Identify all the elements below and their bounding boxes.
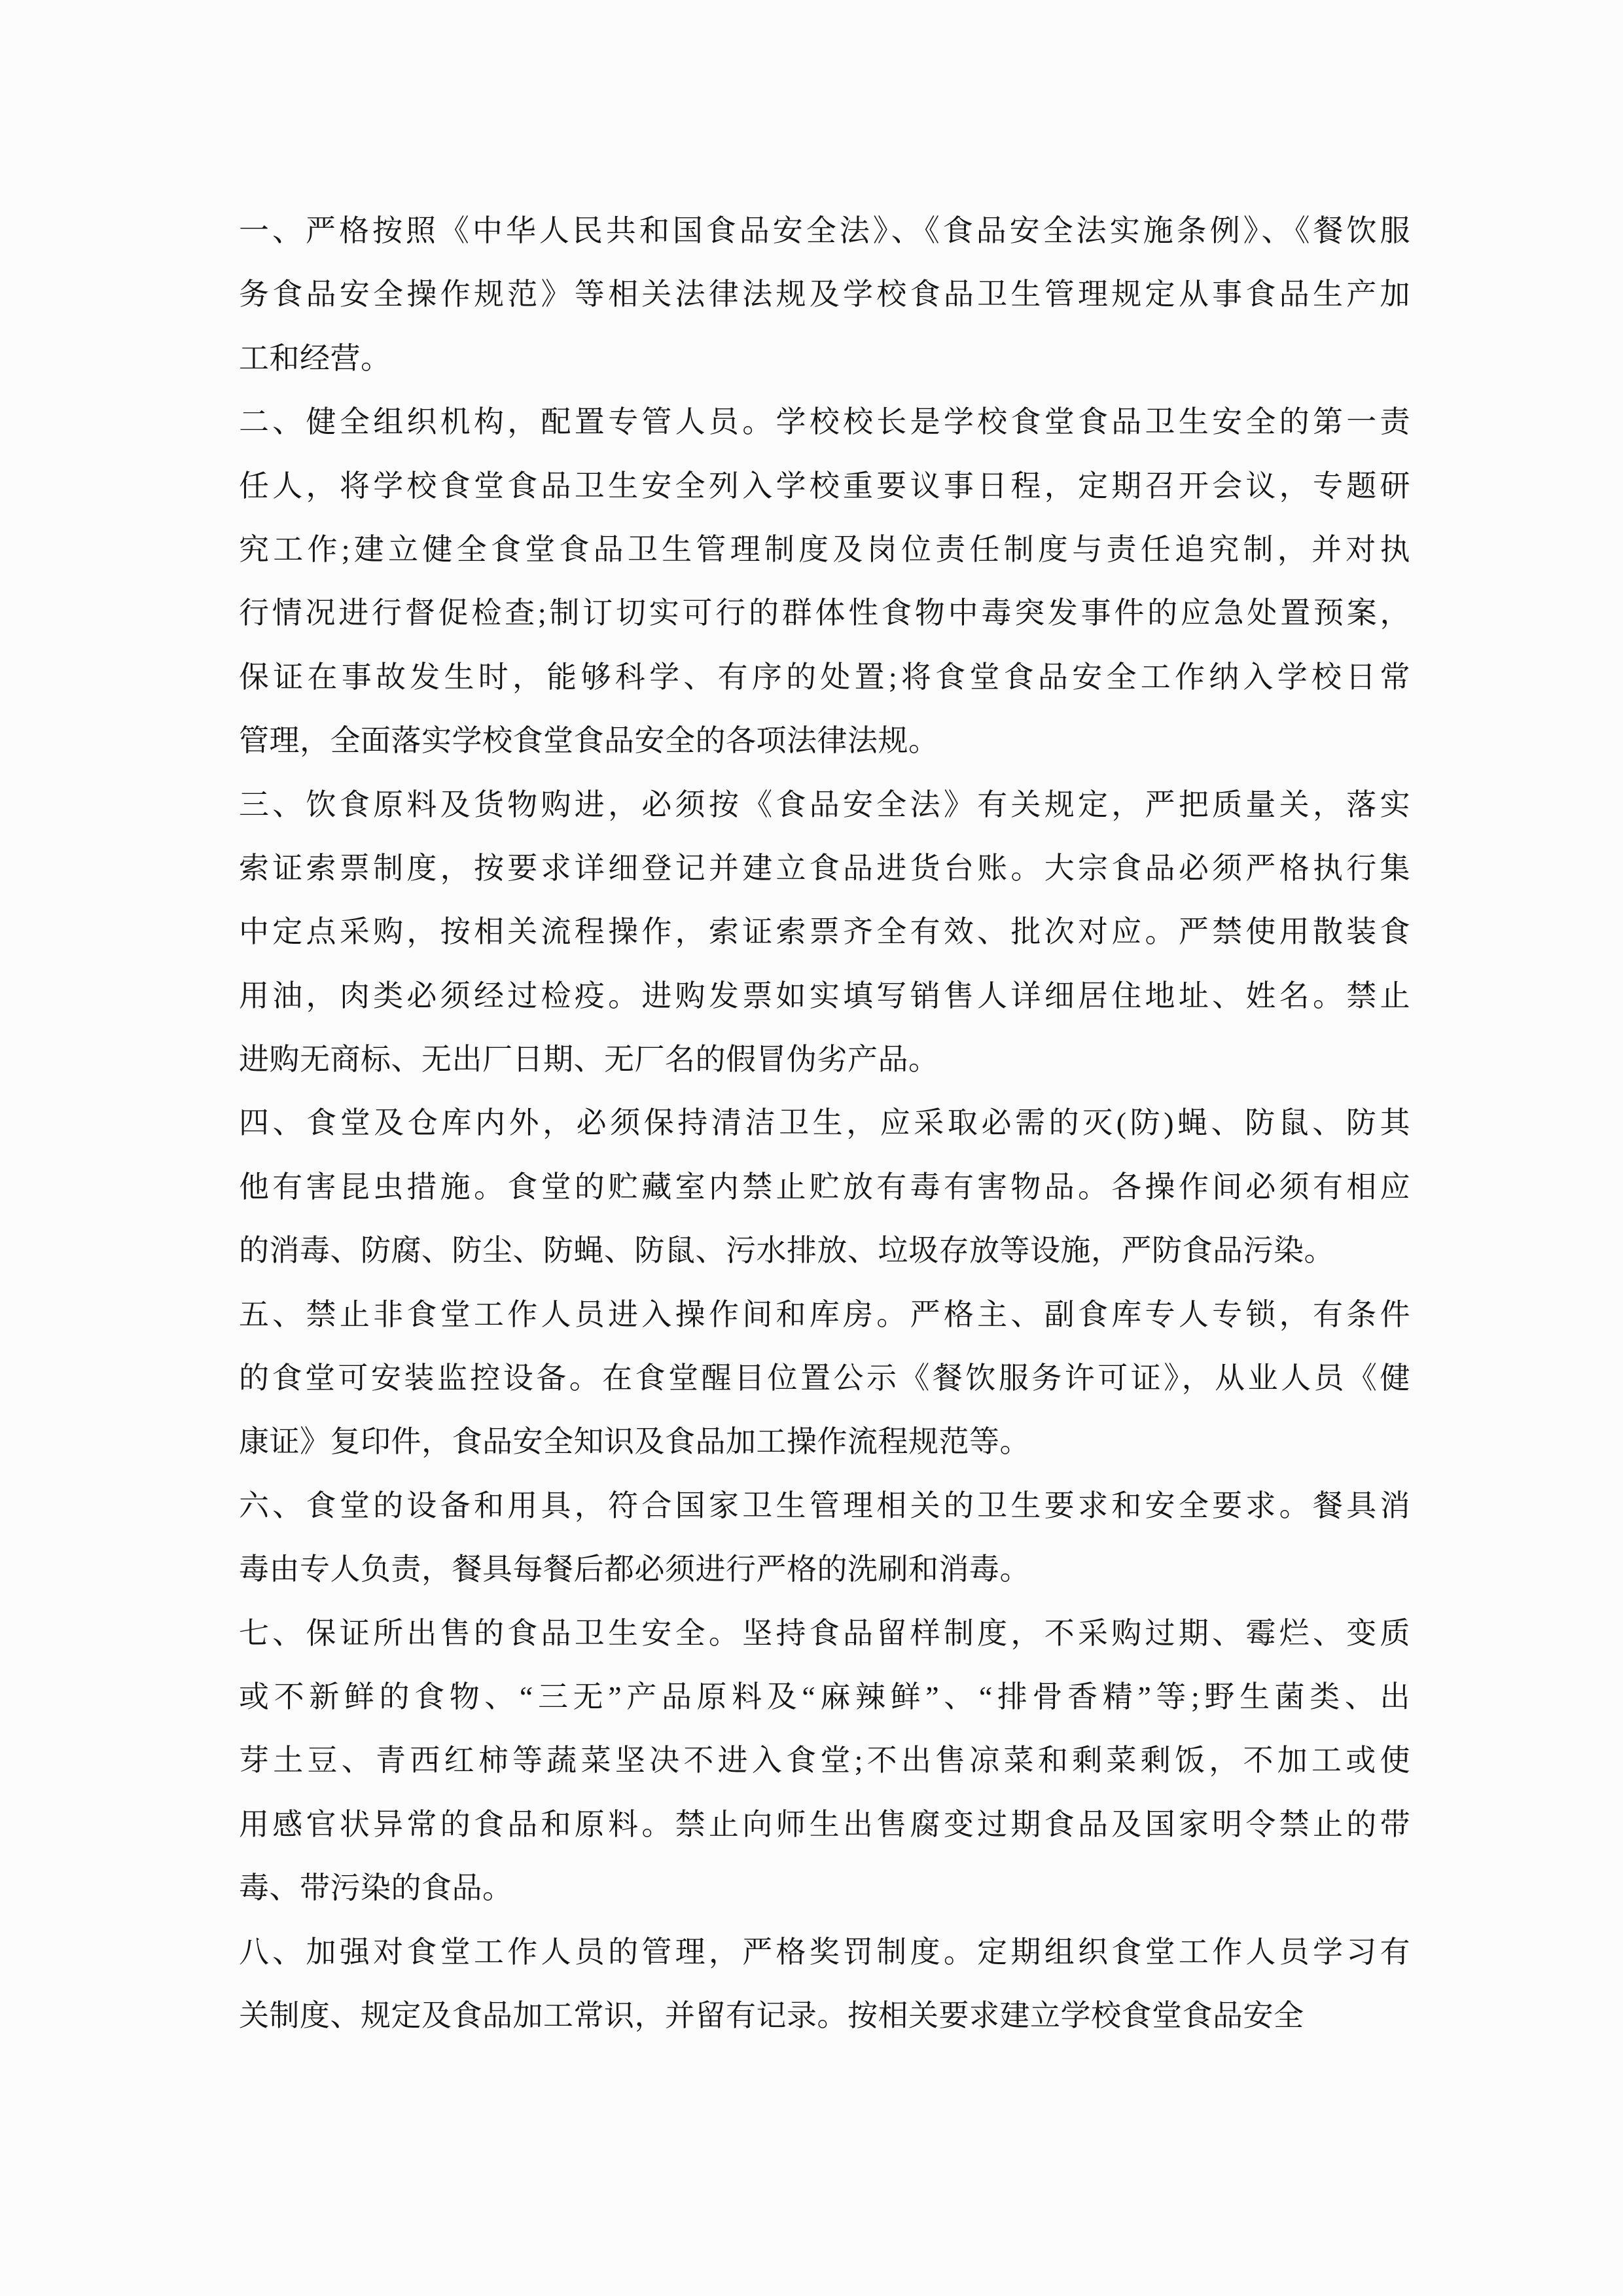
paragraph: [239, 199, 1410, 390]
text-line: 四、食堂及仓库内外，必须保持清洁卫生，应采取必需的灭(防)蝇、防鼠、防其: [239, 1106, 1410, 1140]
text-line: 或不新鲜的食物、“三无”产品原料及“麻辣鲜”、“排骨香精”等;野生菌类、出: [239, 1679, 1410, 1713]
text-line: 保证在事故发生时，能够科学、有序的处置;将食堂食品安全工作纳入学校日常: [239, 660, 1410, 694]
paragraph: [239, 773, 1410, 1092]
paragraph: [239, 1091, 1410, 1282]
text-line: 索证索票制度，按要求详细登记并建立食品进货台账。大宗食品必须严格执行集: [239, 851, 1410, 885]
text-line: 八、加强对食堂工作人员的管理，严格奖罚制度。定期组织食堂工作人员学习有: [239, 1935, 1410, 1969]
text-line: 务食品安全操作规范》等相关法律法规及学校食品卫生管理规定从事食品生产加: [239, 278, 1410, 312]
text-line: 用油，肉类必须经过检疫。进购发票如实填写销售人详细居住地址、姓名。禁止: [239, 978, 1410, 1013]
paragraph: [239, 1283, 1410, 1474]
text-line: 一、严格按照《中华人民共和国食品安全法》、《食品安全法实施条例》、《餐饮服: [239, 214, 1410, 247]
text-line: 任人，将学校食堂食品卫生安全列入学校重要议事日程，定期召开会议，专题研: [239, 469, 1410, 503]
text-line: 究工作;建立健全食堂食品卫生管理制度及岗位责任制度与责任追究制，并对执: [239, 532, 1410, 566]
text-line: 康证》复印件，食品安全知识及食品加工操作流程规范等。: [239, 1425, 1030, 1459]
text-line: 七、保证所出售的食品卫生安全。坚持食品留样制度，不采购过期、霉烂、变质: [239, 1616, 1410, 1650]
text-line: 五、禁止非食堂工作人员进入操作间和库房。严格主、副食库专人专锁，有条件: [239, 1297, 1410, 1331]
text-line: 用感官状异常的食品和原料。禁止向师生出售腐变过期食品及国家明令禁止的带: [239, 1807, 1410, 1841]
paragraph: [239, 1474, 1410, 1602]
text-line: 的食堂可安装监控设备。在食堂醒目位置公示《餐饮服务许可证》，从业人员《健: [239, 1361, 1410, 1395]
text-line: 关制度、规定及食品加工常识，并留有记录。按相关要求建立学校食堂食品安全: [239, 1998, 1304, 2032]
text-line: 毒由专人负责，餐具每餐后都必须进行严格的洗刷和消毒。: [239, 1552, 1030, 1587]
paragraph: [239, 390, 1410, 772]
text-line: 进购无商标、无出厂日期、无厂名的假冒伪劣产品。: [239, 1043, 939, 1077]
text-line: 三、饮食原料及货物购进，必须按《食品安全法》有关规定，严把质量关，落实: [239, 787, 1410, 821]
text-line: 中定点采购，按相关流程操作，索证索票齐全有效、批次对应。严禁使用散装食: [239, 915, 1410, 949]
text-line: 六、食堂的设备和用具，符合国家卫生管理相关的卫生要求和安全要求。餐具消: [239, 1488, 1410, 1522]
text-line: 的消毒、防腐、防尘、防蝇、防鼠、污水排放、垃圾存放等设施，严防食品污染。: [239, 1234, 1334, 1268]
text-line: 他有害昆虫措施。食堂的贮藏室内禁止贮放有毒有害物品。各操作间必须有相应: [239, 1170, 1410, 1204]
text-line: 二、健全组织机构，配置专管人员。学校校长是学校食堂食品卫生安全的第一责: [239, 405, 1410, 439]
text-line: 毒、带污染的食品。: [239, 1871, 513, 1905]
text-line: 行情况进行督促检查;制订切实可行的群体性食物中毒突发事件的应急处置预案，: [239, 596, 1410, 630]
text-line: 管理，全面落实学校食堂食品安全的各项法律法规。: [239, 724, 939, 758]
text-line: 芽土豆、青西红柿等蔬菜坚决不进入食堂;不出售凉菜和剩菜剩饭，不加工或使: [239, 1744, 1410, 1778]
paragraph: [239, 1602, 1410, 1920]
text-line: 工和经营。: [239, 341, 391, 375]
document-body: [239, 199, 1410, 2047]
paragraph: [239, 1920, 1410, 2048]
